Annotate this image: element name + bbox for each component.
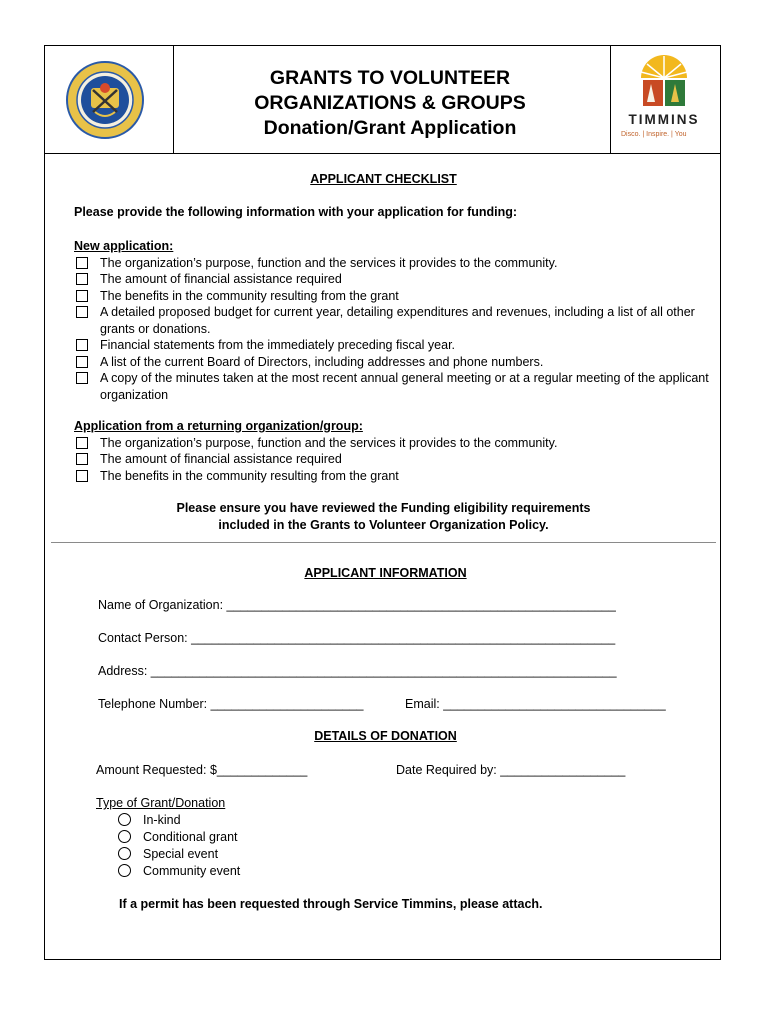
checklist-item[interactable]: The organization’s purpose, function and the services it provides to the community. [74, 435, 717, 452]
checklist-item[interactable]: The organization’s purpose, function and the services it provides to the community. [74, 255, 717, 272]
amount-requested-field[interactable]: Amount Requested: $_____________ [96, 763, 308, 777]
grant-type-heading: Type of Grant/Donation [96, 796, 226, 810]
city-seal-icon [65, 60, 145, 140]
checkbox[interactable] [76, 339, 88, 351]
form-frame [44, 45, 721, 960]
date-required-field[interactable]: Date Required by: __________________ [396, 763, 626, 777]
organization-name-field[interactable]: Name of Organization: ________________________________________________________ [98, 598, 616, 612]
radio-button[interactable] [118, 847, 131, 860]
checklist-item[interactable]: A list of the current Board of Directors, including addresses and phone numbers. [74, 354, 717, 371]
checkbox[interactable] [76, 306, 88, 318]
checkbox[interactable] [76, 437, 88, 449]
new-application-heading: New application: [74, 239, 174, 253]
radio-option-special-event[interactable]: Special event [118, 846, 240, 863]
header-divider-right [610, 46, 611, 153]
radio-button[interactable] [118, 830, 131, 843]
contact-person-field[interactable]: Contact Person: _____________________________________________________________ [98, 631, 616, 645]
telephone-field[interactable]: Telephone Number: ______________________ [98, 697, 364, 711]
applicant-info-heading: APPLICANT INFORMATION [304, 566, 467, 580]
header-divider-left [173, 46, 174, 153]
checkbox[interactable] [76, 453, 88, 465]
returning-application-heading: Application from a returning organization/group: [74, 419, 363, 433]
checkbox[interactable] [76, 273, 88, 285]
email-field[interactable]: Email: ________________________________ [405, 697, 666, 711]
checklist-item[interactable]: A detailed proposed budget for current year, detailing expenditures and revenues, including a list of all other grants or donations. [74, 304, 717, 337]
checkbox[interactable] [76, 290, 88, 302]
radio-option-in-kind[interactable]: In-kind [118, 812, 240, 829]
checklist-item[interactable]: A copy of the minutes taken at the most recent annual general meeting or at a regular meeting of the applicant organization [74, 370, 717, 403]
returning-application-section [74, 418, 717, 484]
radio-button[interactable] [118, 864, 131, 877]
radio-button[interactable] [118, 813, 131, 826]
permit-note: If a permit has been requested through Service Timmins, please attach. [119, 897, 543, 911]
logo-wordmark: TIMMINS [628, 112, 700, 127]
new-application-section [74, 238, 717, 403]
form-header [45, 46, 720, 154]
form-title [225, 66, 555, 141]
radio-option-conditional-grant[interactable]: Conditional grant [118, 829, 240, 846]
checkbox[interactable] [76, 356, 88, 368]
checklist-item[interactable]: The benefits in the community resulting from the grant [74, 288, 717, 305]
title-line-1: GRANTS TO VOLUNTEER [269, 67, 511, 89]
checkbox[interactable] [76, 470, 88, 482]
checklist-intro: Please provide the following information with your application for funding: [74, 205, 518, 219]
logo-tagline: Disco. | Inspire. | You [621, 131, 687, 138]
checklist-item[interactable]: The amount of financial assistance required [74, 271, 717, 288]
checklist-item[interactable]: The amount of financial assistance required [74, 451, 717, 468]
eligibility-notice: Please ensure you have reviewed the Funding eligibility requirements included in the Grants to Volunteer Organization Policy. [176, 501, 591, 532]
title-line-2: ORGANIZATIONS & GROUPS [254, 92, 526, 114]
radio-option-community-event[interactable]: Community event [118, 863, 240, 880]
checkbox[interactable] [76, 257, 88, 269]
checklist-item[interactable]: Financial statements from the immediately preceding fiscal year. [74, 337, 717, 354]
checklist-heading: APPLICANT CHECKLIST [310, 172, 457, 186]
donation-details-heading: DETAILS OF DONATION [314, 729, 457, 743]
timmins-logo [617, 54, 717, 154]
checkbox[interactable] [76, 372, 88, 384]
address-field[interactable]: Address: ___________________________________________________________________ [98, 664, 617, 678]
grant-type-options [118, 812, 240, 880]
checklist-item[interactable]: The benefits in the community resulting from the grant [74, 468, 717, 485]
section-separator [51, 542, 716, 543]
title-line-3: Donation/Grant Application [263, 117, 517, 139]
timmins-sun-icon [639, 54, 689, 109]
